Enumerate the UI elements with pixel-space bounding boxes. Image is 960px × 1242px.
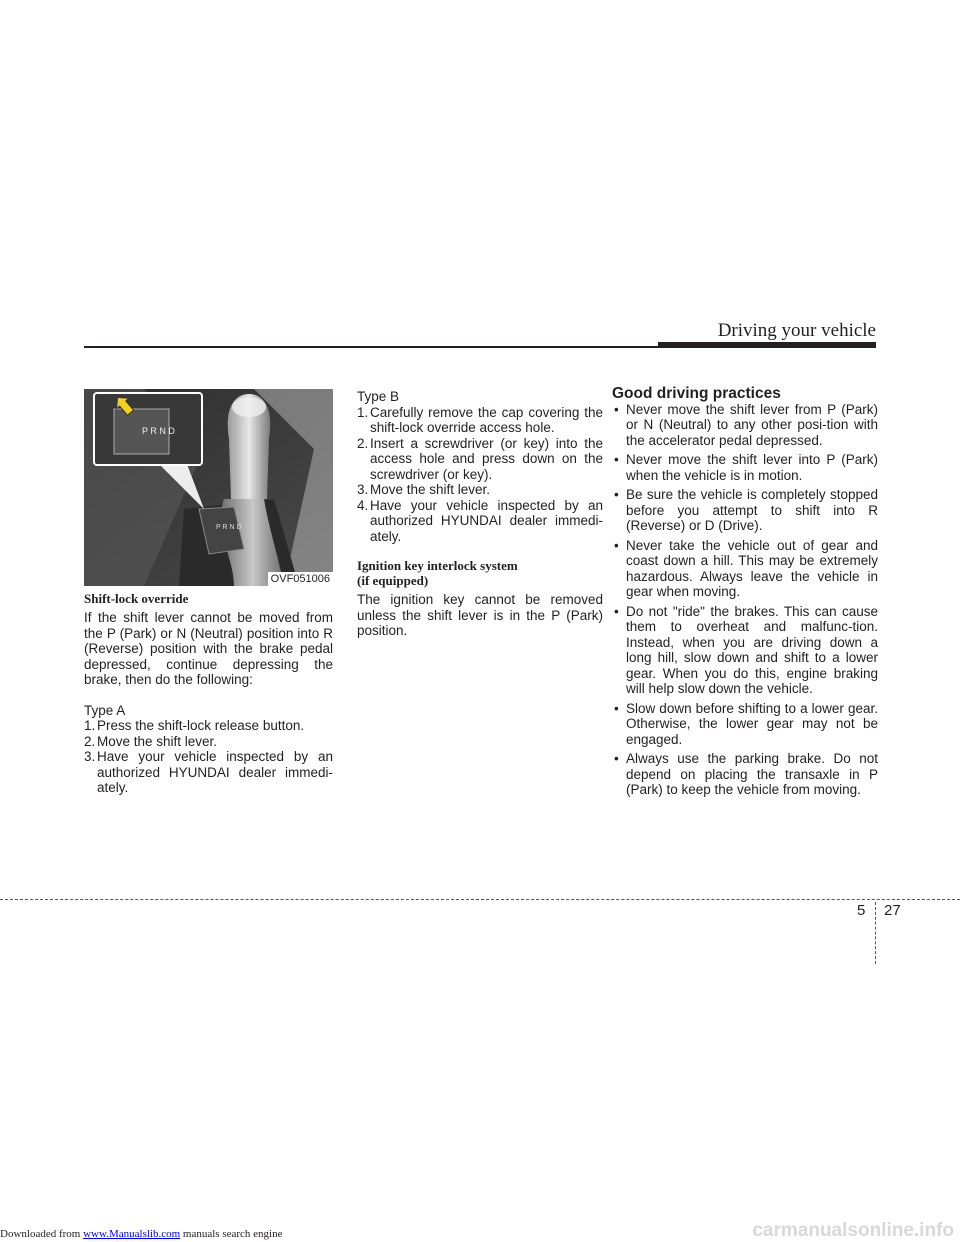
download-footer xyxy=(0,1228,282,1240)
type-a-steps xyxy=(84,718,333,796)
list-item: 2. Insert a screwdriver (or key) into the access hole and press down on the screwdriver (or key). xyxy=(357,435,603,482)
footer-prefix: Downloaded from xyxy=(0,1228,81,1240)
list-item: 3. Move the shift lever. xyxy=(357,482,491,497)
list-item: • Do not "ride" the brakes. This can cause them to overheat and malfunc-tion. Instead, when you are driving down a long hill, slow down and shift to a lower gear. When you do this, engine braking will help slow down the vehicle. xyxy=(614,603,878,696)
header-bar xyxy=(658,342,876,348)
list-item: • Never move the shift lever into P (Park) when the vehicle is in motion. xyxy=(614,452,878,483)
ignition-interlock-text: The ignition key cannot be removed unless the shift lever is in the P (Park) position. xyxy=(357,592,603,638)
bullet-icon: • xyxy=(614,401,619,417)
figure-label: OVF051006 xyxy=(268,572,333,586)
column-1 xyxy=(84,591,333,796)
list-item: • Never move the shift lever from P (Park) or N (Neutral) to any other posi-tion with the accelerator pedal depressed. xyxy=(614,401,878,448)
list-item: • Slow down before shifting to a lower gear. Otherwise, the lower gear may not be engaged. xyxy=(614,700,878,747)
page-number: 27 xyxy=(884,902,901,919)
header-rule xyxy=(84,346,658,348)
shift-lever-figure xyxy=(84,389,333,586)
type-b-steps xyxy=(357,405,603,545)
column-3 xyxy=(612,386,878,802)
shift-lever-illustration xyxy=(84,389,333,586)
list-item: 1. Carefully remove the cap covering the shift-lock override access hole. xyxy=(357,404,603,435)
list-item: 3. Have your vehicle inspected by an authorized HYUNDAI dealer immedi-ately. xyxy=(84,749,333,795)
list-item: 4. Have your vehicle inspected by an authorized HYUNDAI dealer immedi-ately. xyxy=(357,497,603,544)
ignition-interlock-heading: Ignition key interlock system xyxy=(357,558,518,573)
bullet-icon: • xyxy=(614,537,619,553)
type-a-label: Type A xyxy=(84,702,126,718)
bullet-icon: • xyxy=(614,700,619,716)
list-item: 1. Press the shift-lock release button. xyxy=(84,718,305,733)
column-2 xyxy=(357,389,603,639)
section-title: Driving your vehicle xyxy=(717,320,876,341)
bullet-icon: • xyxy=(614,603,619,619)
bullet-icon: • xyxy=(614,487,619,502)
page-number-divider xyxy=(875,902,876,964)
watermark: carmanualsonline.info xyxy=(752,1220,954,1241)
chapter-number: 5 xyxy=(857,902,866,919)
svg-text:P R N D: P R N D xyxy=(216,524,242,531)
ignition-interlock-subheading: (if equipped) xyxy=(357,573,429,588)
driving-practices-list xyxy=(612,402,878,798)
shift-lock-intro: If the shift lever cannot be moved from the P (Park) or N (Neutral) position into R (Reverse) position with the brake pedal depressed, continue depressing the brake, then do the following: xyxy=(84,610,333,687)
list-item: • Never take the vehicle out of gear and coast down a hill. This may be extremely hazardous. Always leave the vehicle in gear when moving. xyxy=(614,537,878,599)
shift-lock-override-heading: Shift-lock override xyxy=(84,591,189,606)
list-item: 2. Move the shift lever. xyxy=(84,733,218,749)
list-item: • Be sure the vehicle is completely stopped before you attempt to shift into R (Reverse) or D (Drive). xyxy=(614,487,878,533)
manualslib-link[interactable]: www.Manualslib.com xyxy=(83,1228,181,1240)
good-driving-heading: Good driving practices xyxy=(612,385,781,402)
footer-suffix: manuals search engine xyxy=(182,1228,283,1240)
bullet-icon: • xyxy=(614,751,619,766)
footer-divider xyxy=(0,899,960,900)
bullet-icon: • xyxy=(614,452,619,467)
list-item: • Always use the parking brake. Do not depend on placing the transaxle in P (Park) to keep the vehicle from moving. xyxy=(614,751,878,797)
svg-text:P R N D: P R N D xyxy=(142,426,175,436)
type-b-label: Type B xyxy=(357,389,400,404)
